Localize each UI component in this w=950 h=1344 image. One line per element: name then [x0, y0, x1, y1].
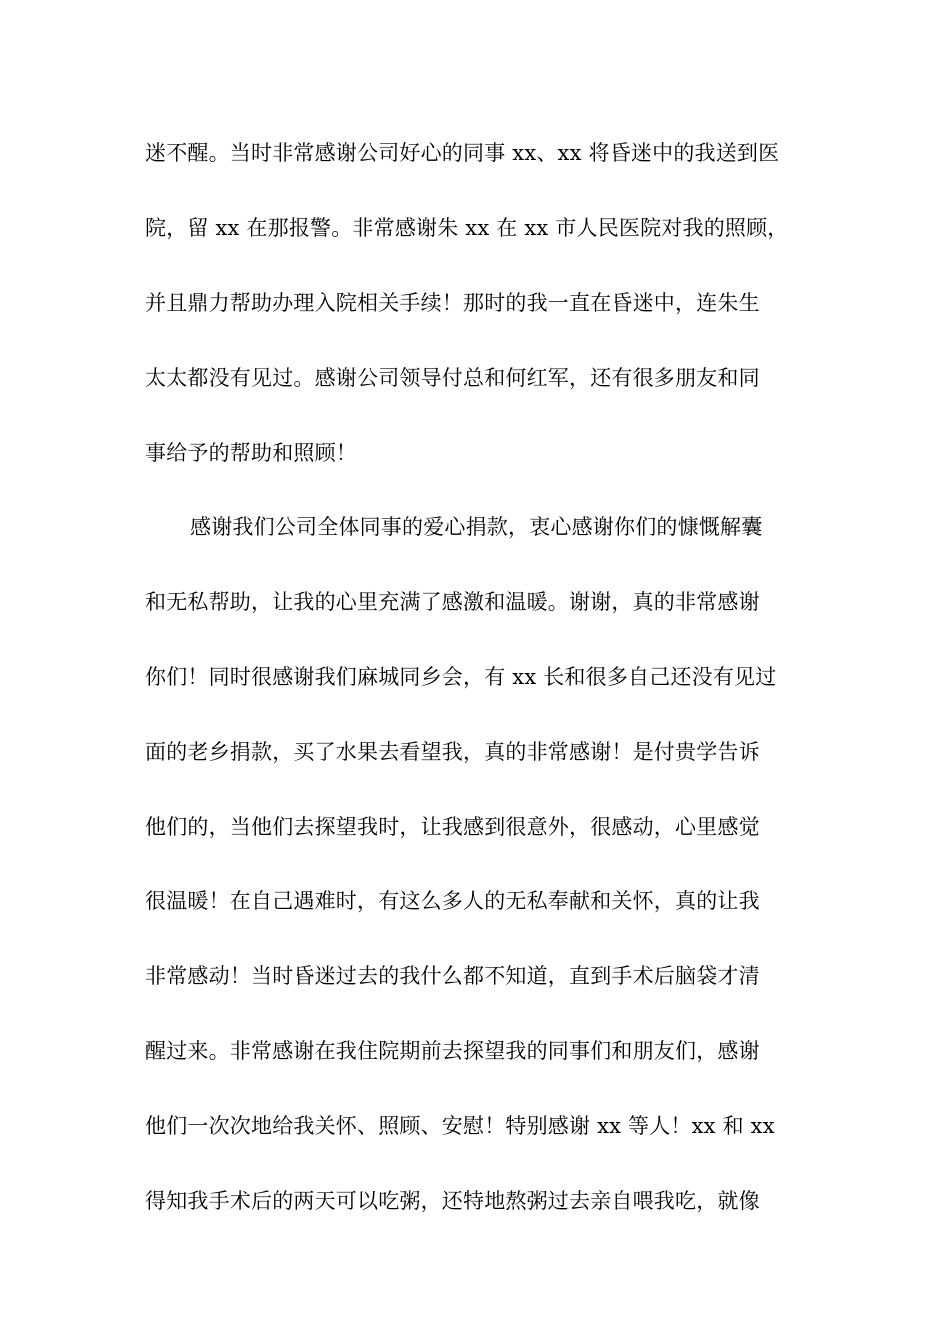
- text-line: 迷不醒。当时非常感谢公司好心的同事 xx、xx 将昏迷中的我送到医: [145, 141, 780, 165]
- text-line: 事给予的帮助和照顾！: [145, 441, 357, 465]
- text-line: 和无私帮助，让我的心里充满了感激和温暖。谢谢，真的非常感谢: [145, 590, 760, 614]
- text-line: 非常感动！当时昏迷过去的我什么都不知道，直到手术后脑袋才清: [145, 964, 760, 988]
- text-line: 他们一次次地给我关怀、照顾、安慰！特别感谢 xx 等人！xx 和 xx: [145, 1114, 775, 1138]
- text-line: 并且鼎力帮助办理入院相关手续！那时的我一直在昏迷中，连朱生: [145, 291, 760, 315]
- paragraph-first-line: 感谢我们公司全体同事的爱心捐款，衷心感谢你们的慷慨解囊: [190, 515, 763, 539]
- text-line: 醒过来。非常感谢在我住院期前去探望我的同事们和朋友们，感谢: [145, 1039, 760, 1063]
- text-line: 很温暖！在自己遇难时，有这么多人的无私奉献和关怀，真的让我: [145, 889, 760, 913]
- text-line: 面的老乡捐款，买了水果去看望我，真的非常感谢！是付贵学告诉: [145, 740, 760, 764]
- text-line: 得知我手术后的两天可以吃粥，还特地熬粥过去亲自喂我吃，就像: [145, 1189, 760, 1213]
- text-line: 太太都没有见过。感谢公司领导付总和何红军，还有很多朋友和同: [145, 366, 760, 390]
- text-line: 你们！同时很感谢我们麻城同乡会，有 xx 长和很多自己还没有见过: [145, 665, 777, 689]
- text-line: 院，留 xx 在那报警。非常感谢朱 xx 在 xx 市人民医院对我的照顾，: [145, 216, 789, 240]
- text-line: 他们的，当他们去探望我时，让我感到很意外，很感动，心里感觉: [145, 815, 760, 839]
